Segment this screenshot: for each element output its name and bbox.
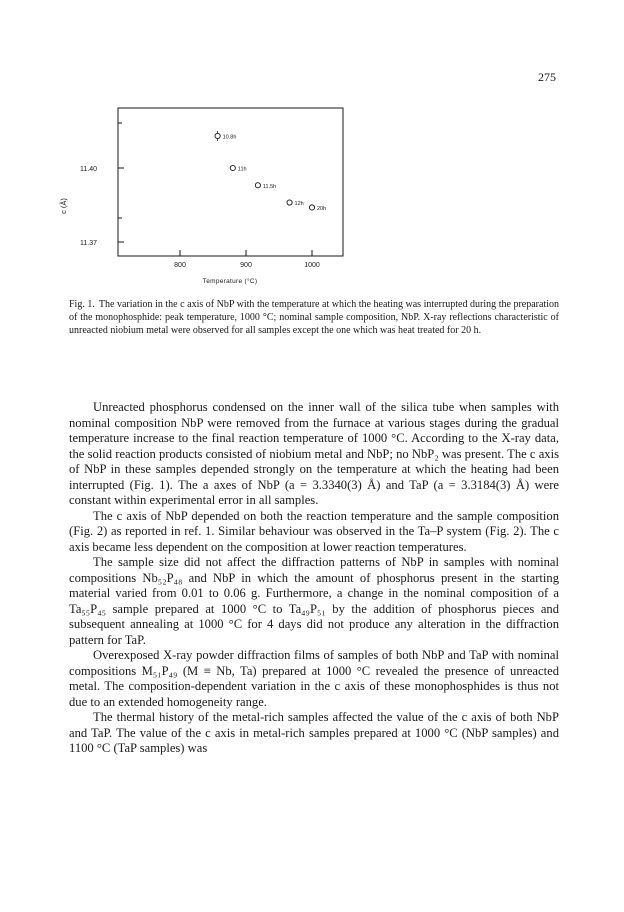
point-label: 12h	[294, 201, 304, 208]
data-point	[287, 200, 292, 205]
paragraph: Unreacted phosphorus condensed on the inner wall of the silica tube when samples with nominal composition NbP were removed from the furnace at various stages during the gradual temperature increase to the final reaction temperature of 1000 °C. According to the X-ray data, the solid reaction products consisted of niobium metal and NbP; no NbP₂ was present. The c axis of NbP in these samples depended strongly on the temperature at which the heating had been interrupted (Fig. 1). The a axes of NbP (a = 3.3340(3) Å) and TaP (a = 3.3184(3) Å) were constant within experimental error in all samples.	[69, 400, 559, 507]
data-point	[215, 133, 220, 138]
body-text	[69, 400, 559, 757]
caption-text: The variation in the c axis of NbP with the temperature at which the heating was interrupted during the preparation of the monophosphide: peak temperature, 1000 °C; nominal sample composition, NbP. X-ray reflections characteristic of unreacted niobium metal were observed for all samples except the one which was heat treated for 20 h.	[69, 299, 559, 336]
x-tick-label: 1000	[304, 262, 320, 269]
figure-caption	[69, 298, 559, 337]
y-tick-label: 11.37	[80, 240, 97, 247]
x-axis-label: Temperature (°C)	[202, 278, 258, 285]
paragraph: Overexposed X-ray powder diffraction films of samples of both NbP and TaP with nominal compositions M₅₁P₄₉ (M ≡ Nb, Ta) prepared at 1000 °C revealed the presence of unreacted metal. The composition-dependent variation in the c axis of these monophosphides is thus not due to an extended homogeneity range.	[69, 648, 559, 709]
page-number: 275	[538, 70, 556, 84]
y-axis-label: c (Å)	[59, 198, 68, 214]
data-point	[309, 205, 314, 210]
paragraph: The thermal history of the metal-rich samples affected the value of the c axis of both NbP and TaP. The value of the c axis in metal-rich samples prepared at 1000 °C (NbP samples) and 1100 °C (TaP samples) was	[69, 710, 559, 755]
x-axis-ticks	[180, 250, 312, 256]
paragraph: The sample size did not affect the diffraction patterns of NbP in samples with nominal compositions Nb₅₂P₄₈ and NbP in which the amount of phosphorus present in the starting material varied from 0.01 to 0.06 g. Furthermore, a change in the nominal composition of a Ta₅₅P₄₅ sample prepared at 1000 °C to Ta₄₉P₅₁ by the addition of phosphorus pieces and subsequent annealing at 1000 °C for 4 days did not produce any alteration in the diffraction pattern for TaP.	[69, 555, 559, 647]
x-tick-label: 800	[174, 262, 186, 269]
data-point	[255, 183, 260, 188]
data-point	[230, 165, 235, 170]
point-label: 11.5h	[262, 183, 277, 190]
x-tick-label: 900	[240, 262, 252, 269]
point-label: 10.8h	[222, 134, 237, 141]
point-label: 20h	[317, 205, 327, 212]
plot-frame	[118, 108, 343, 256]
y-tick-label: 11.40	[80, 166, 97, 173]
caption-label: Fig. 1.	[69, 299, 95, 310]
data-points	[215, 131, 326, 212]
point-label: 11h	[237, 166, 247, 173]
y-axis-ticks	[118, 123, 124, 242]
paragraph: The c axis of NbP depended on both the reaction temperature and the sample composition (Fig. 2) as reported in ref. 1. Similar behaviour was observed in the Ta–P system (Fig. 2). The c axis became less dependent on the composition at lower reaction temperatures.	[69, 508, 559, 554]
figure-1-chart	[40, 96, 360, 296]
